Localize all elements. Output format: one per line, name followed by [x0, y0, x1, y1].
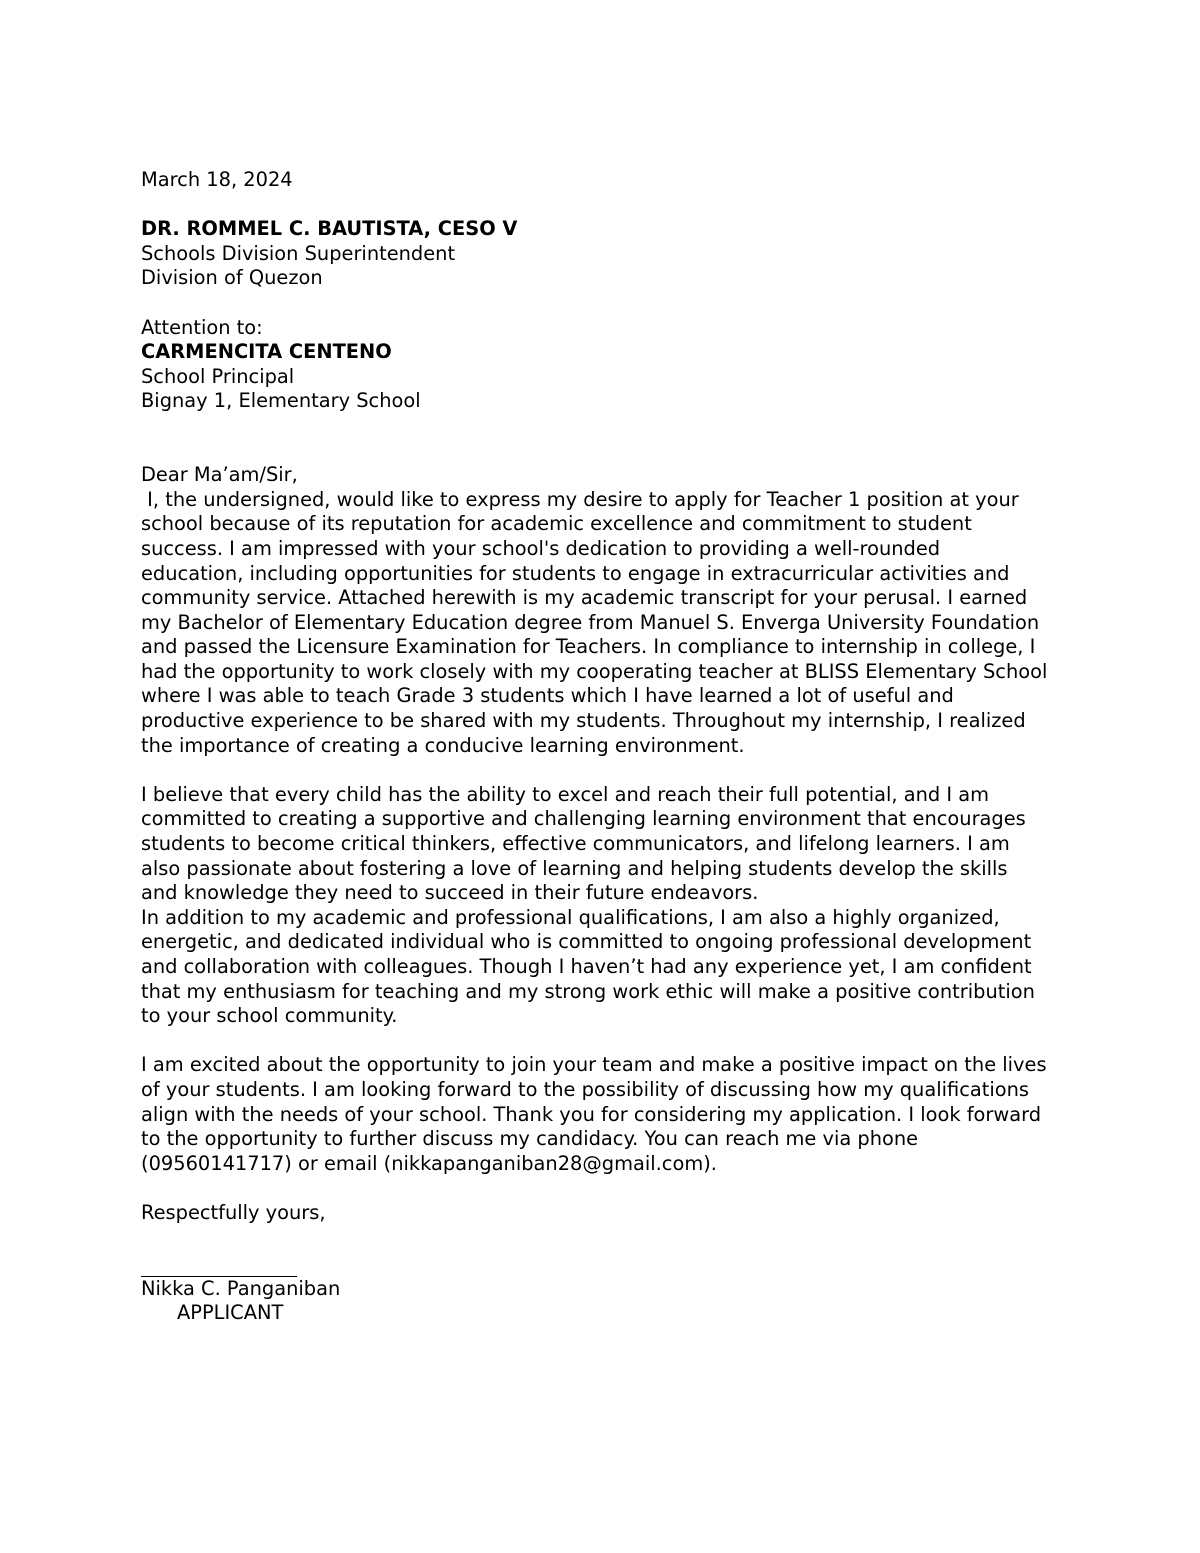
paragraph-line: and collaboration with colleagues. Though I haven’t had any experience yet, I am confident — [141, 955, 1032, 978]
paragraph-line: where I was able to teach Grade 3 students which I have learned a lot of useful and — [141, 684, 954, 708]
paragraph-line: I, the undersigned, would like to express my desire to apply for Teacher 1 position at your — [141, 487, 1019, 511]
application-letter — [141, 168, 1081, 1326]
body-paragraph-1 — [141, 488, 1081, 759]
paragraph-line: success. I am impressed with your school's dedication to providing a well-rounded — [141, 536, 941, 560]
attention-name: CARMENCITA CENTENO — [141, 340, 392, 364]
attention-label: Attention to: — [141, 315, 263, 339]
paragraph-line: students to become critical thinkers, effective communicators, and lifelong learners. I am — [141, 832, 1010, 856]
paragraph-line: that my enthusiasm for teaching and my strong work ethic will make a positive contribution — [141, 979, 1035, 1003]
recipient-title: Schools Division Superintendent — [141, 241, 456, 265]
paragraph-line: school because of its reputation for academic excellence and commitment to student — [141, 512, 972, 536]
recipient-name: DR. ROMMEL C. BAUTISTA, CESO V — [141, 217, 518, 241]
paragraph-line: had the opportunity to work closely with my cooperating teacher at BLISS Elementary School — [141, 659, 1048, 683]
recipient-block — [141, 217, 1081, 291]
spacer — [141, 1226, 1081, 1256]
attention-school: Bignay 1, Elementary School — [141, 389, 421, 413]
paragraph-line: and knowledge they need to succeed in their future endeavors. — [141, 881, 759, 905]
paragraph-line: (09560141717) or email (nikkapanganiban28@gmail.com). — [141, 1151, 717, 1175]
spacer — [141, 291, 1081, 316]
spacer — [141, 758, 1081, 783]
body-paragraph-2 — [141, 783, 1081, 1029]
paragraph-line: education, including opportunities for students to engage in extracurricular activities and — [141, 561, 1010, 585]
paragraph-line: also passionate about fostering a love of learning and helping students develop the skills — [141, 856, 1008, 880]
paragraph-line: to your school community. — [141, 1004, 398, 1028]
spacer — [141, 414, 1081, 463]
closing: Respectfully yours, — [141, 1200, 326, 1224]
letter-date: March 18, 2024 — [141, 168, 293, 191]
signatory-role: APPLICANT — [177, 1301, 284, 1325]
paragraph-line: my Bachelor of Elementary Education degree from Manuel S. Enverga University Foundation — [141, 610, 1040, 634]
paragraph-line: community service. Attached herewith is my academic transcript for your perusal. I earned — [141, 586, 1028, 610]
paragraph-line: I believe that every child has the ability to excel and reach their full potential, and I am — [141, 782, 989, 806]
signature-block — [141, 1226, 1081, 1326]
salutation: Dear Ma’am/Sir, — [141, 463, 298, 487]
body-paragraph-3 — [141, 1053, 1081, 1176]
signatory-name: Nikka C. Panganiban — [141, 1276, 341, 1300]
attention-block — [141, 316, 1081, 414]
paragraph-line: I am excited about the opportunity to join your team and make a positive impact on the lives — [141, 1053, 1047, 1077]
paragraph-line: to the opportunity to further discuss my candidacy. You can reach me via phone — [141, 1127, 919, 1151]
paragraph-line: and passed the Licensure Examination for Teachers. In compliance to internship in college, I — [141, 635, 1036, 659]
paragraph-line: align with the needs of your school. Thank you for considering my application. I look forward — [141, 1102, 1042, 1126]
recipient-office: Division of Quezon — [141, 266, 323, 290]
paragraph-line: energetic, and dedicated individual who is committed to ongoing professional development — [141, 930, 1032, 954]
spacer — [141, 1176, 1081, 1201]
attention-title: School Principal — [141, 364, 295, 388]
paragraph-line: In addition to my academic and professional qualifications, I am also a highly organized, — [141, 905, 1000, 929]
paragraph-line: of your students. I am looking forward to the possibility of discussing how my qualifications — [141, 1077, 1030, 1101]
spacer — [141, 193, 1081, 218]
paragraph-line: the importance of creating a conducive learning environment. — [141, 733, 745, 757]
paragraph-line: committed to creating a supportive and challenging learning environment that encourages — [141, 807, 1026, 831]
spacer — [141, 1029, 1081, 1054]
paragraph-line: productive experience to be shared with my students. Throughout my internship, I realized — [141, 709, 1026, 733]
